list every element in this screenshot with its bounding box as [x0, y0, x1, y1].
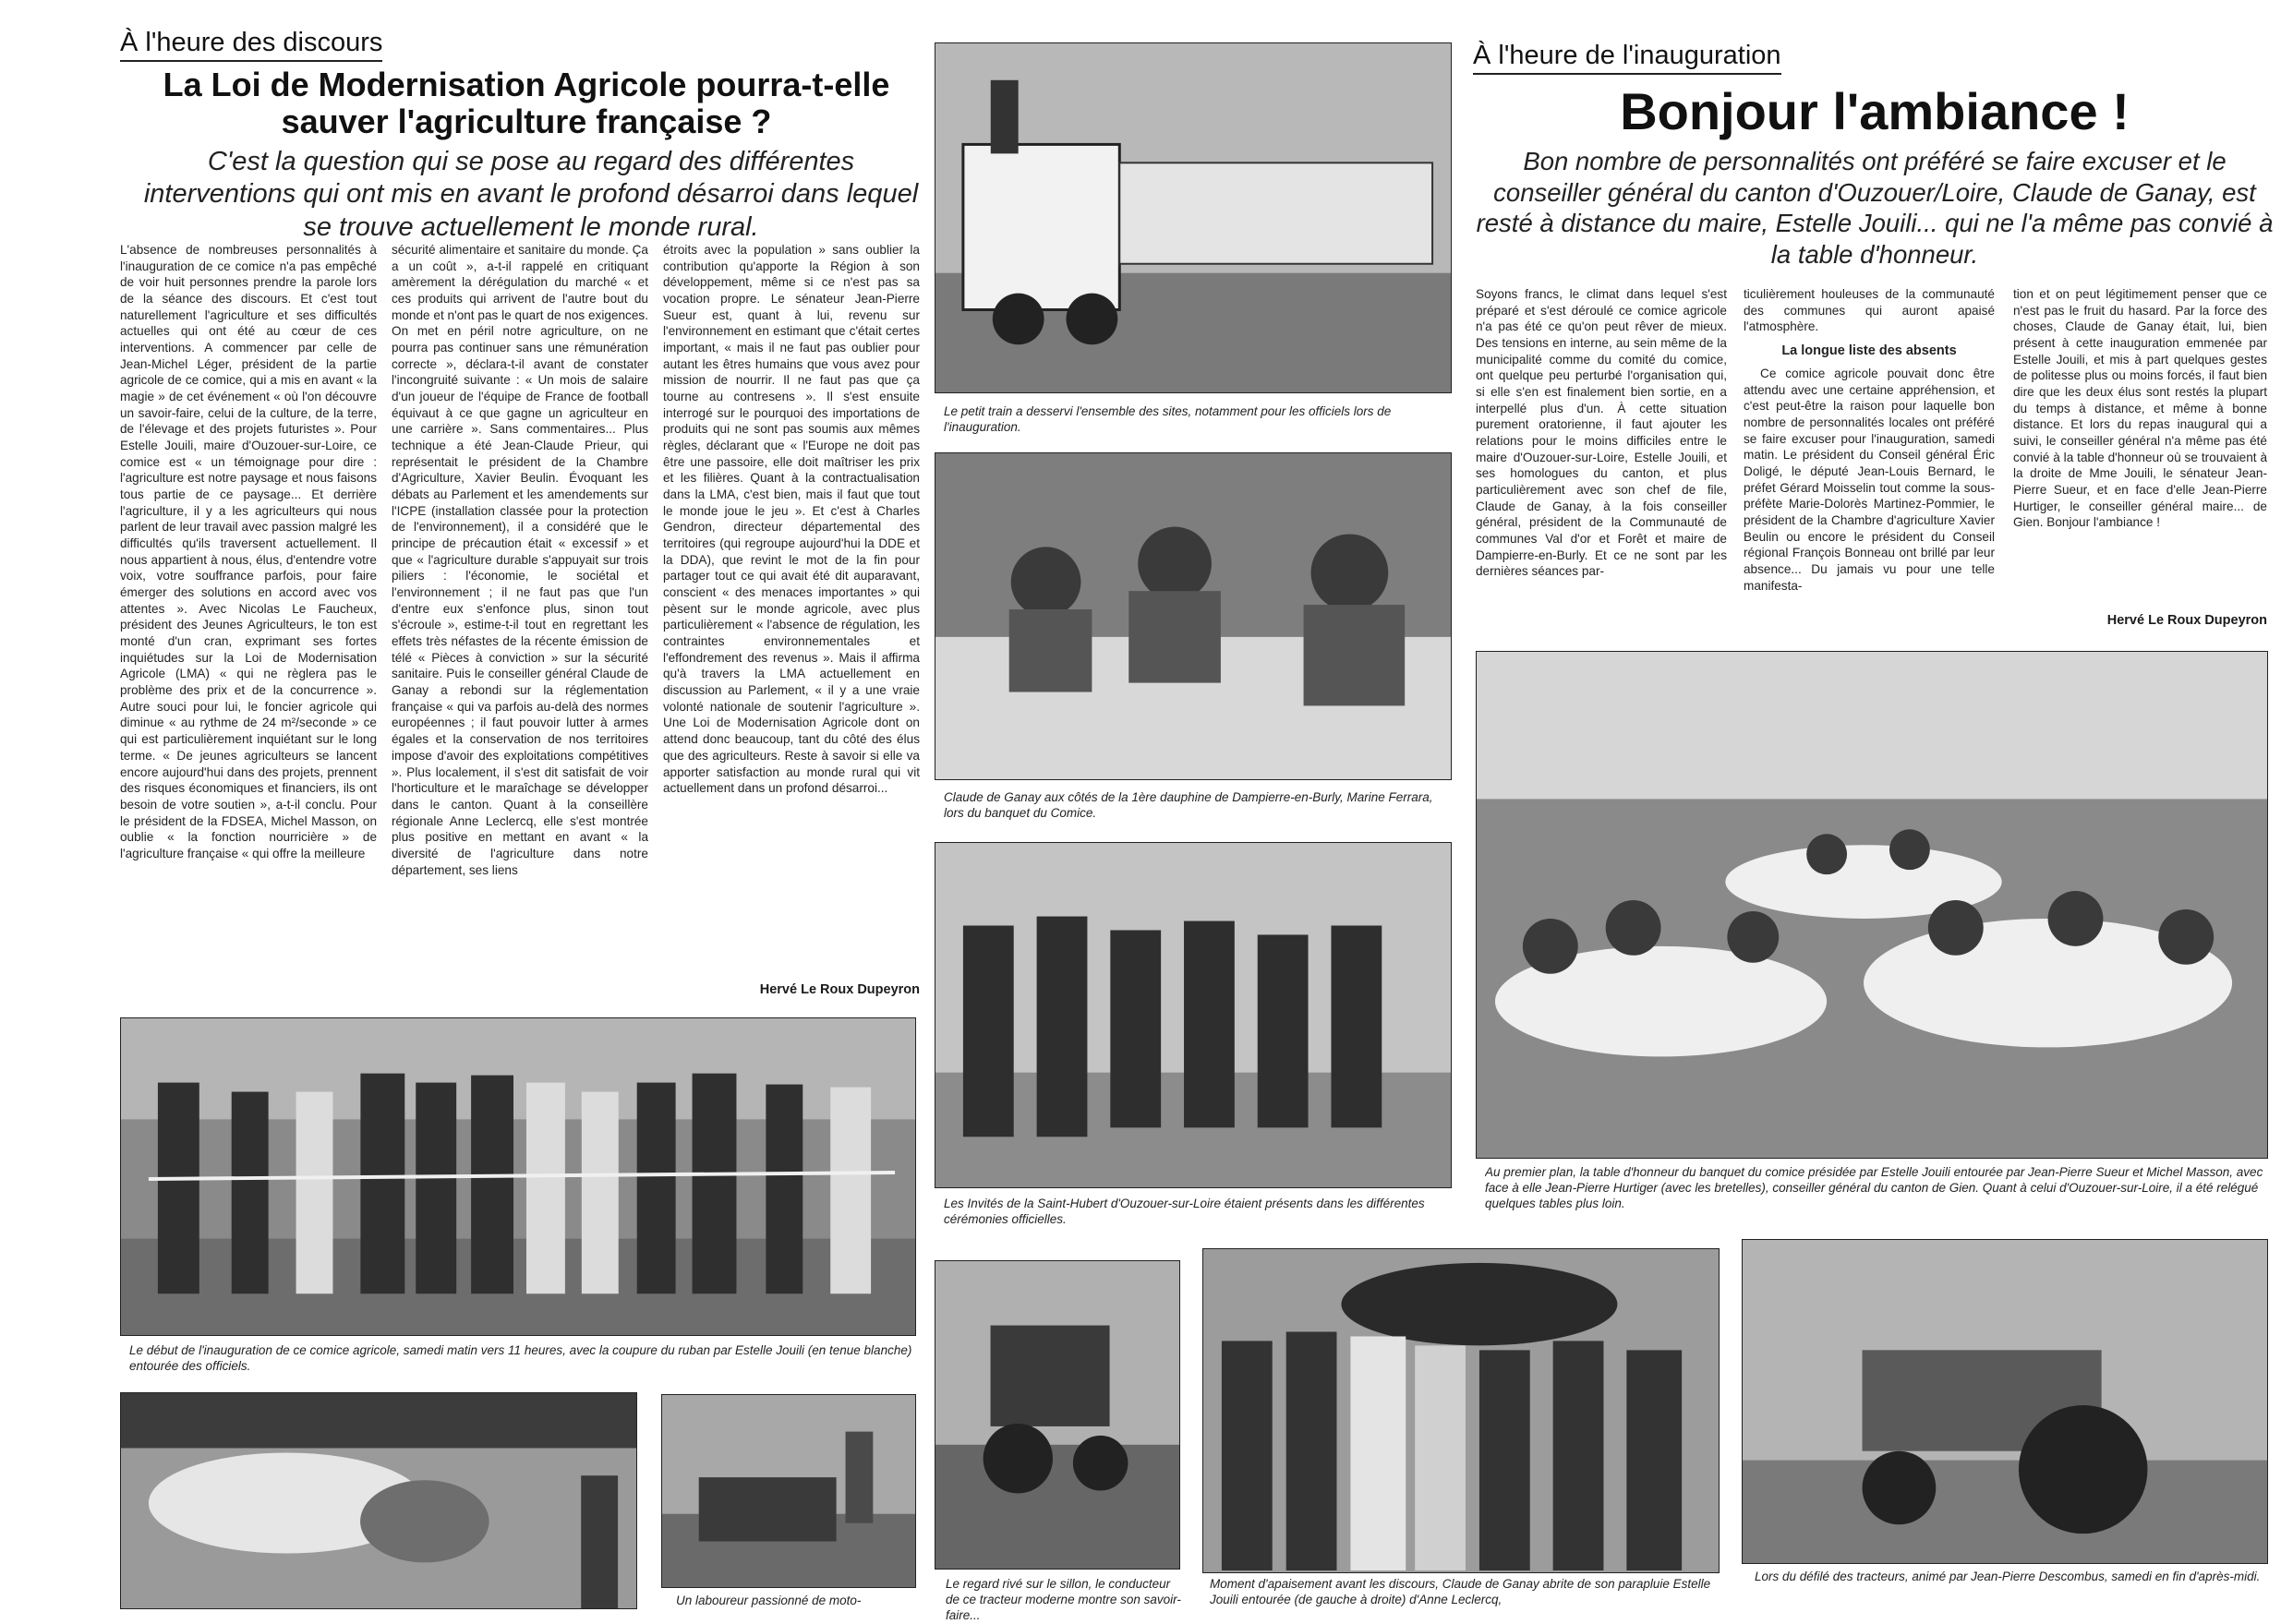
- right-kicker: À l'heure de l'inauguration: [1473, 41, 1781, 75]
- left-chapo: C'est la question qui se pose au regard des différentes interventions qui ont mis en avant le profond désarroi dans lequel se trouve actuellement le monde rural.: [143, 147, 919, 242]
- right-subheading: La longue liste des absents: [1781, 343, 1957, 359]
- hunters-photo: [935, 842, 1452, 1188]
- right-column-2-text: ticulièrement houleuses de la communauté des communes qui auront apaisé l'atmosphère.: [1744, 287, 1995, 334]
- left-column-2: [392, 242, 648, 1016]
- left-column-3: [663, 242, 920, 971]
- old-tractor-caption: Lors du défilé des tracteurs, animé par Jean-Pierre Descombus, samedi en fin d'après-midi.: [1755, 1570, 2261, 1583]
- ribbon-cutting-photo: [120, 1017, 916, 1336]
- tractor-field-photo: [935, 1260, 1180, 1570]
- left-column-2-text: sécurité alimentaire et sanitaire du monde. Ça a un coût », a-t-il rappelé en critiquant amèrement la dérégulation du marché « et ces produits qui arrivent de l'autre bout du monde et n'ont pas le quart de nos exigences. On met en péril notre agriculture, on ne pourra pas continuer sans une rémunération correcte », déclara-t-il avant de constater l'incongruité suivante : « Un mois de salaire d'un joueur de l'équipe de France de football équivaut à ce que gagne un agriculteur en une carrière ». Sans commentaires... Plus technique a été Jean-Claude Prieur, qui représentait le président de la Chambre d'Agriculture, Xavier Beulin. Évoquant les débats au Parlement et les amendements sur l'ICPE (installation classée pour la protection de l'environnement), il a considéré que le principe de précaution était « excessif » et que « l'agriculture durable s'appuyait sur trois piliers : l'économie, le sociétal et l'environnement ; il ne faut pas que l'un d'entre eux s'enfonce plus, sinon tout s'écroule », estime-t-il tout en regrettant les effets très néfastes de la récente émission de télé « Pièces à conviction » sur la sécurité sanitaire. Puis le conseiller général Claude de Ganay a rebondi sur la réglementation française « qui va parfois au-delà des normes européennes ; il faut pouvoir lutter à armes égales et la conservation de nos territoires impose d'avoir des exploitations compétitives ». Plus localement, il s'est dit satisfait de voir l'horticulture et le maraîchage se développer dans le canton. Quant à la conseillère régionale Anne Leclercq, elle s'est montrée plus positive en mettant en avant « la diversité de l'agriculture dans notre département, ses liens: [392, 243, 648, 877]
- umbrella-caption: Moment d'apaisement avant les discours, Claude de Ganay abrite de son parapluie Estelle Jouili entourée (de gauche à droite) d'Anne Leclercq,: [1210, 1577, 1711, 1606]
- right-column-2b-text: Ce comice agricole pouvait donc être attendu avec une certaine appréhension, et c'est peut-être la raison pour laquelle bon nombre de personnalités locales ont préféré se faire excuser pour l'inauguration, samedi matin. Le président du Conseil général Éric Doligé, le député Jean-Louis Bernard, le préfet Gérard Moisselin tout comme la sous-préfète Marie-Dolorès Martinez-Pommier, le président de la Chambre d'agriculture Xavier Beulin ou encore le président du Conseil régional François Bonneau ont brillé par leur absence... Du jamais vu pour une telle manifesta-: [1744, 366, 1995, 593]
- banquet-small-photo: [935, 452, 1452, 780]
- tourist-train-caption: Le petit train a desservi l'ensemble des sites, notamment pour les officiels lors de l'inauguration.: [944, 404, 1392, 434]
- tractor-field-caption: Le regard rivé sur le sillon, le conducteur de ce tracteur moderne montre son savoir-faire...: [946, 1577, 1181, 1622]
- banquet-large-photo: [1476, 651, 2268, 1159]
- right-byline: Hervé Le Roux Dupeyron: [2106, 613, 2267, 628]
- right-column-1: [1476, 286, 1727, 646]
- right-chapo: Bon nombre de personnalités ont préféré se faire excuser et le conseiller général du canton d'Ouzouer/Loire, Claude de Ganay, est resté à distance du maire, Estelle Jouili... qui ne l'a même pas convié à la table d'honneur.: [1476, 147, 2274, 269]
- right-headline: Bonjour l'ambiance !: [1620, 82, 2130, 140]
- right-column-3-text: tion et on peut légitimement penser que ce n'est pas le fruit du hasard. Par la force des choses, Claude de Ganay était, lui, bien présent à cette inauguration emmenée par Estelle Jouili, et mis à part quelques gestes de politesse plus ou moins forcés, il faut bien dire que les deux élus sont restés la plupart du temps à distance, et même à bonne distance. Et lors du repas inaugural qui a suivi, le conseiller général n'a même pas été convié à la table d'honneur où se trouvaient à la droite de Mme Jouili, le sénateur Jean-Pierre Sueur, et en face d'elle Jean-Pierre Hurtiger, le conseiller général maire... de Gien. Bonjour l'ambiance !: [2013, 287, 2267, 530]
- left-column-1: [120, 242, 377, 1016]
- ribbon-cutting-caption: Le début de l'inauguration de ce comice agricole, samedi matin vers 11 heures, avec la coupure du ruban par Estelle Jouili (en tenue blanche) entourée des officiels.: [129, 1343, 912, 1373]
- left-column-1-text: L'absence de nombreuses personnalités à l'inauguration de ce comice n'a pas empêché de voir huit personnes prendre la parole lors de la séance des discours. Et c'est tout naturellement l'agriculture et ses difficultés actuelles qui ont été au cœur de ces interventions. A commencer par celle de Jean-Michel Léger, président de la partie agricole de ce comice, qui a mis en avant « la magie » de cet événement « où l'on découvre un savoir-faire, celui de la culture, de la terre, de l'élevage et des projets futuristes ». Pour Estelle Jouili, maire d'Ouzouer-sur-Loire, ce comice est « un témoignage pour dire : l'agriculture est notre paysage et nous faisons tous partie de ce paysage... Et derrière l'agriculture, il y a les agriculteurs qui nous parlent de leur travail avec passion malgré les difficultés qu'ils traversent actuellement. Il nous appartient à nous, élus, d'entendre votre voix, votre souffrance parfois, pour faire émerger des solutions en accord avec vos attentes ». Avec Nicolas Le Faucheux, président des Jeunes Agriculteurs, le ton est monté d'un cran, exprimant ses fortes inquiétudes sur la Loi de Modernisation Agricole (LMA) « qui ne règlera pas le problème des prix et de la concurrence ». Autre souci pour lui, le foncier agricole qui diminue « au rythme de 24 m²/seconde » ce qui est particulièrement inquiétant sur le long terme. « De jeunes agriculteurs se lancent encore aujourd'hui dans des projets, prennent des risques économiques et financiers, ils ont besoin de votre soutien », a-t-il conclu. Pour le président de la FDSEA, Michel Masson, on oublie « la fonction nourricière » de l'agriculture française « qui offre la meilleure: [120, 243, 377, 860]
- right-column-2: [1744, 286, 1995, 646]
- old-tractor-photo: [1742, 1239, 2268, 1564]
- banquet-large-caption: Au premier plan, la table d'honneur du banquet du comice présidée par Estelle Jouili entourée par Jean-Pierre Sueur et Michel Masson, avec face à elle Jean-Pierre Hurtiger (avec les bretelles), conseiller général du canton de Gien. Quant à celui d'Ouzouer-sur-Loire, il a été relégué quelques tables plus loin.: [1485, 1165, 2263, 1210]
- left-headline: La Loi de Modernisation Agricole pourra-t-elle sauver l'agriculture française ?: [163, 66, 890, 141]
- right-column-1-text: Soyons francs, le climat dans lequel s'est préparé et s'est déroulé ce comice agricole n'a pas été ce qu'on peut rêver de mieux. Des tensions en interne, au sein même de la municipalité comme du comité du comice, ont quelque peu perturbé l'organisation qui, si elle s'en est finalement bien sortie, en a interpellé plus d'un. À cette situation purement oratorienne, il faut ajouter les relations pour le moins difficiles entre le maire d'Ouzouer-sur-Loire, Estelle Jouili, et ses homologues du canton, et plus particulièrement avec son chef de file, Claude de Ganay, à la fois conseiller général, président de la Communauté de communes Val d'or et Forêt et maire de Dampierre-en-Burly. Et ce ne sont par les dernières séances par-: [1476, 287, 1727, 579]
- left-column-3-text: étroits avec la population » sans oublier la contribution qu'apporte la Région à son développement, même si ce n'est pas sa vocation propre. Le sénateur Jean-Pierre Sueur est, quant à lui, revenu sur l'environnement en estimant que c'était certes important, « mais il ne faut pas oublier pour autant les êtres humains que vous avez pour mission de nourrir. Il ne faut pas que ça tourne au contresens ». Il s'est ensuite interrogé sur le pourquoi des importations de produits qui ne sont pas soumis aux mêmes règles, déclarant que « l'Europe ne doit pas être une passoire, elle doit maîtriser les prix et les filières. Quant à la contractualisation dans la LMA, c'est bien, mais il faut que tout le monde joue le jeu ». Et c'est à Charles Gendron, directeur départemental des territoires (qui regroupe aujourd'hui la DDE et la DDA), que revint le mot de la fin pour partager tout ce qui avait été dit auparavant, conscient « des menaces importantes » qui pèsent sur le monde agricole, avec plus particulièrement « l'absence de régulation, les contraintes environnementales et l'effondrement des revenus ». Mais il affirma qu'à travers la LMA actuellement en discussion au Parlement, « il y a une vraie volonté nationale de soutenir l'agriculture ». Une Loi de Modernisation Agricole dont on attend donc beaucoup, tant du côté des élus que des agriculteurs. Reste à savoir si elle va apporter satisfaction au monde rural qui vit actuellement dans un profond désarroi...: [663, 243, 920, 796]
- right-column-3: [2013, 286, 2267, 600]
- cattle-photo: [120, 1392, 637, 1609]
- left-byline: Hervé Le Roux Dupeyron: [759, 982, 920, 997]
- tourist-train-photo: [935, 42, 1452, 393]
- umbrella-photo: [1202, 1248, 1720, 1573]
- ploughman-photo: [661, 1394, 916, 1588]
- left-kicker: À l'heure des discours: [120, 28, 382, 62]
- hunters-caption: Les Invités de la Saint-Hubert d'Ouzouer-sur-Loire étaient présents dans les différentes cérémonies officielles.: [944, 1197, 1425, 1226]
- ploughman-caption: Un laboureur passionné de moto-: [676, 1594, 862, 1607]
- banquet-small-caption: Claude de Ganay aux côtés de la 1ère dauphine de Dampierre-en-Burly, Marine Ferrara, lors du banquet du Comice.: [944, 790, 1433, 820]
